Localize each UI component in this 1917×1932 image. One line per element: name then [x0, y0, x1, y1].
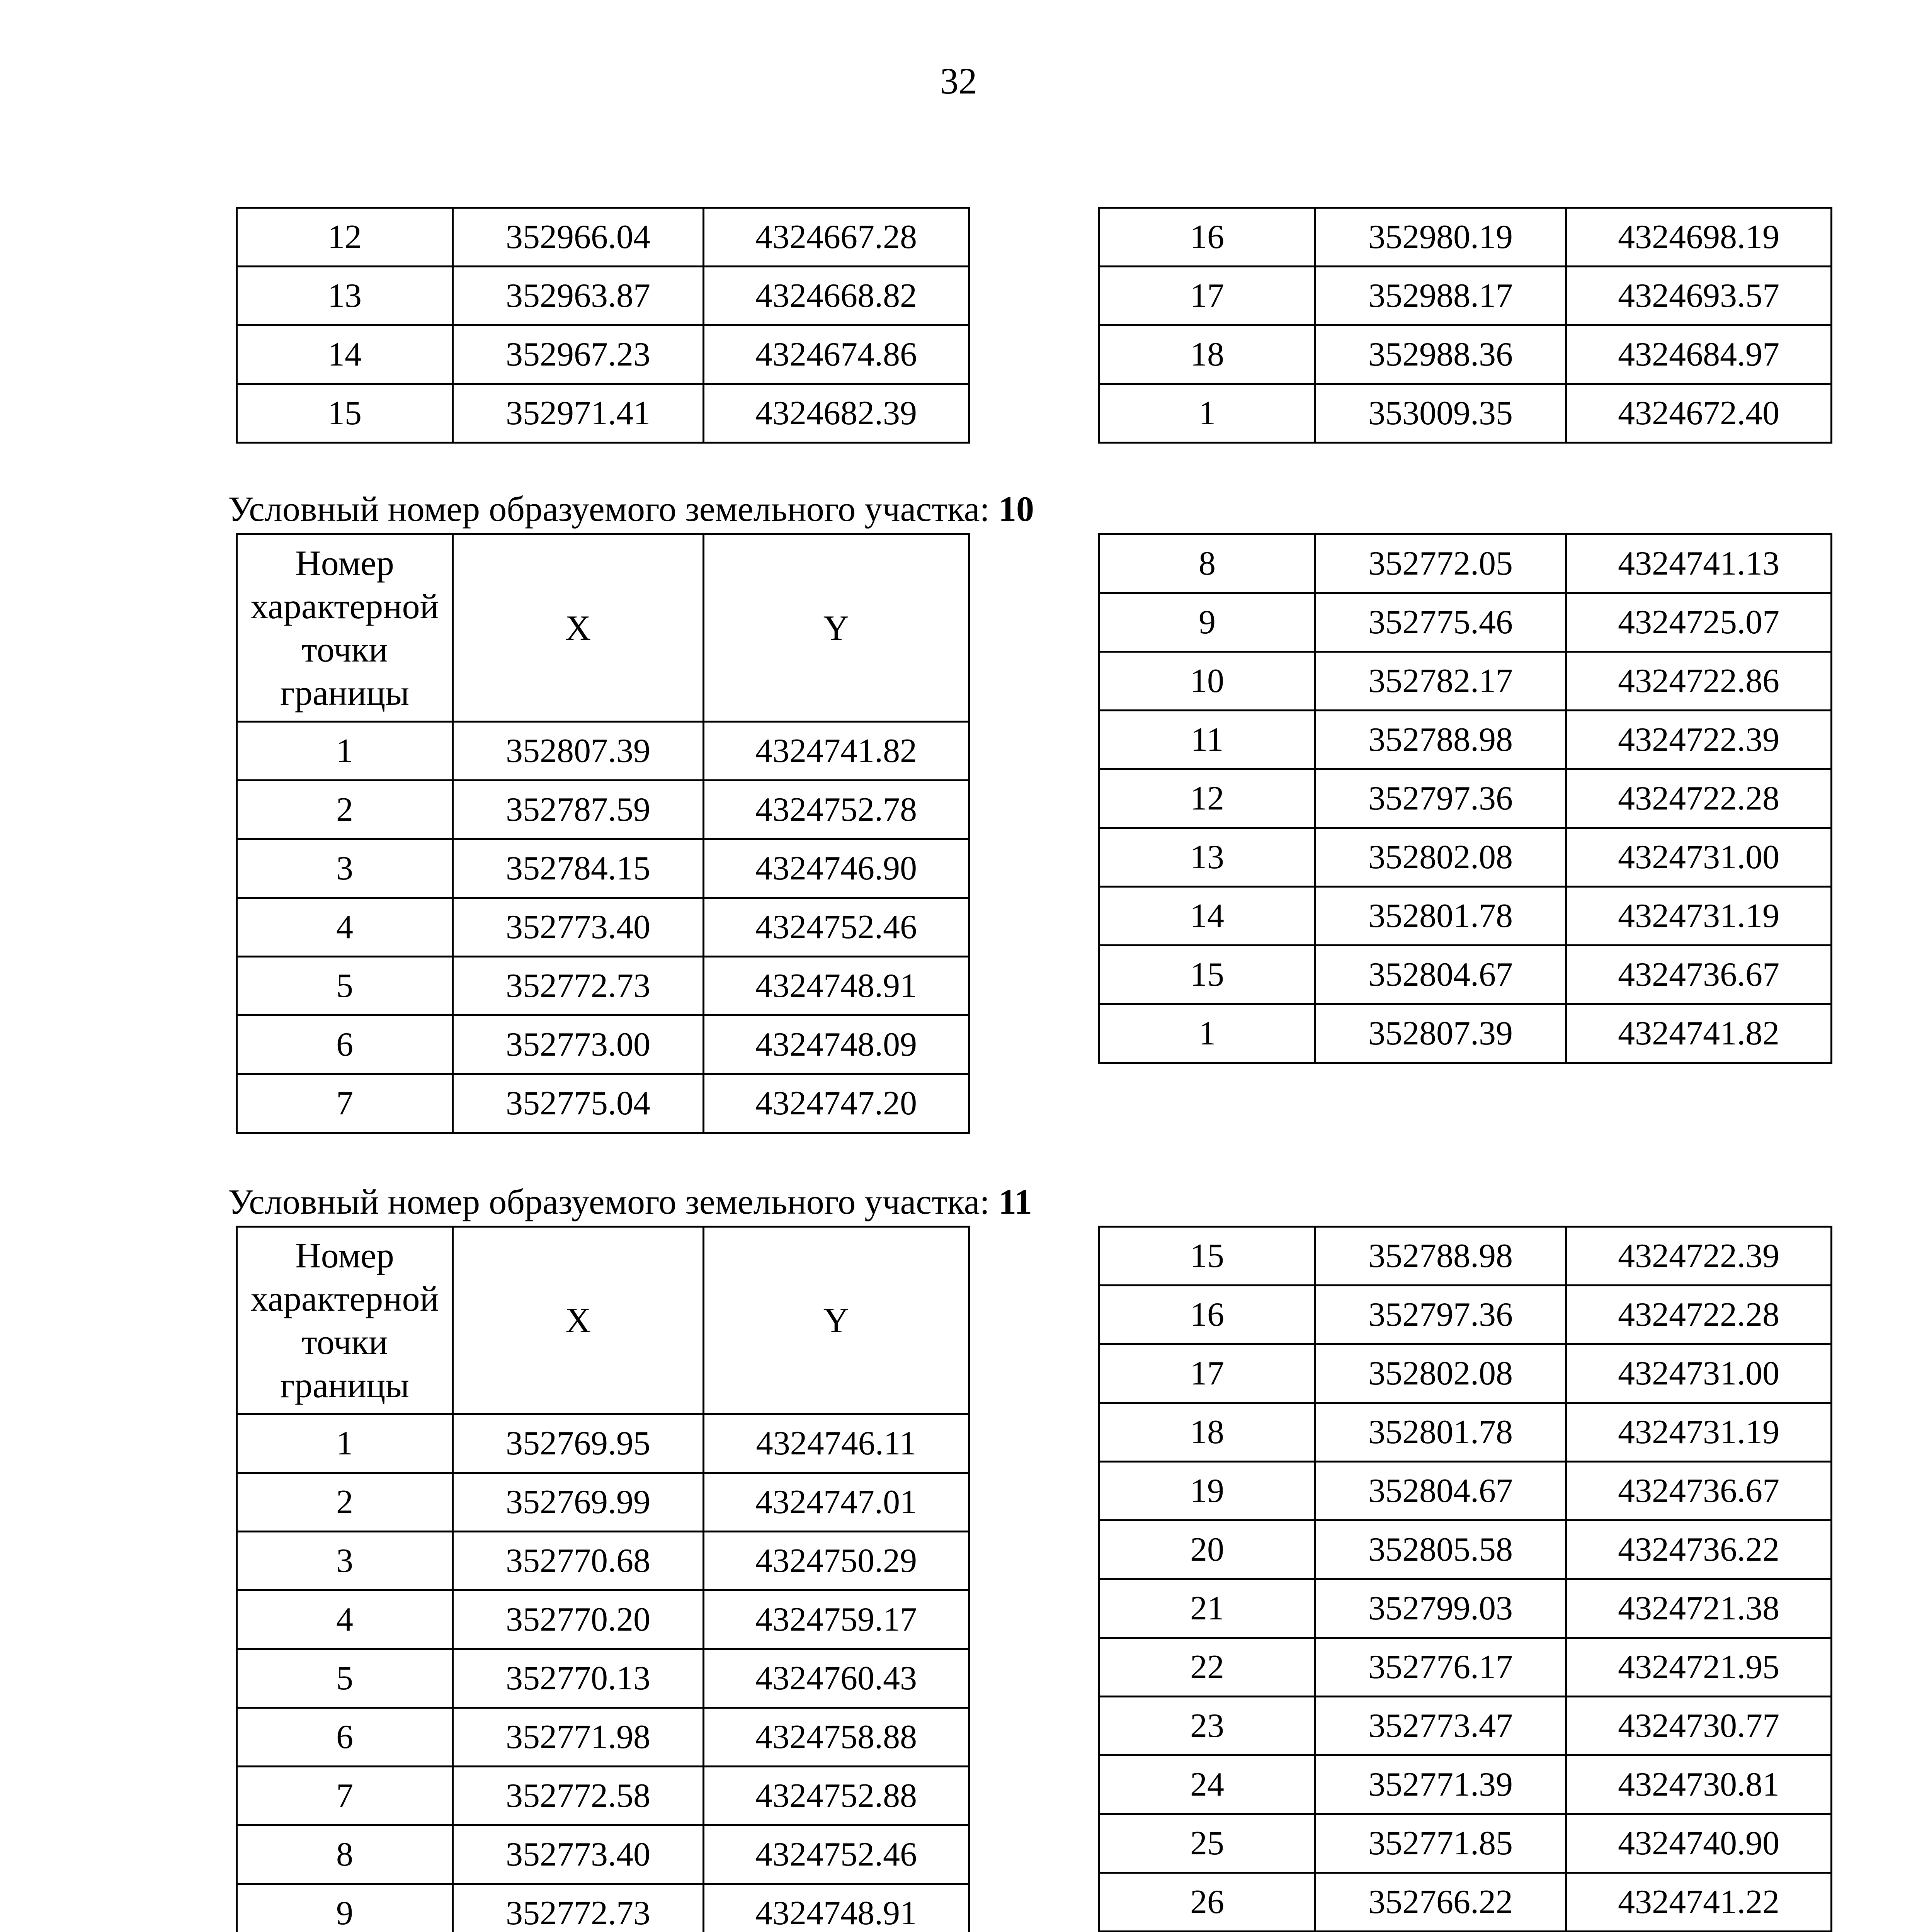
table-row — [237, 722, 969, 781]
x-coordinate-cell: 353009.35 — [1315, 384, 1566, 443]
table-row — [1099, 1873, 1832, 1932]
point-number-cell: 9 — [237, 1884, 453, 1932]
point-number-cell: 14 — [1099, 887, 1315, 946]
x-coordinate-cell: 352775.46 — [1315, 593, 1566, 652]
table-row — [237, 1825, 969, 1884]
x-coordinate-cell: 352797.36 — [1315, 1286, 1566, 1344]
table-row — [237, 781, 969, 839]
table-row — [237, 1590, 969, 1649]
table-row — [1099, 1462, 1832, 1520]
page-number: 32 — [940, 60, 977, 102]
x-coordinate-cell: 352784.15 — [453, 839, 704, 898]
x-coordinate-cell: 352769.95 — [453, 1414, 704, 1473]
table-row — [1099, 1286, 1832, 1344]
table-row — [1099, 828, 1832, 887]
table-row — [1099, 1697, 1832, 1755]
x-coordinate-cell: 352782.17 — [1315, 652, 1566, 711]
table-header-row — [237, 534, 969, 722]
table-row — [1099, 1814, 1832, 1873]
header-x: X — [453, 534, 704, 722]
y-coordinate-cell: 4324684.97 — [1566, 325, 1832, 384]
point-number-cell: 22 — [1099, 1638, 1315, 1697]
x-coordinate-cell: 352802.08 — [1315, 828, 1566, 887]
x-coordinate-cell: 352776.17 — [1315, 1638, 1566, 1697]
point-number-cell: 8 — [1099, 534, 1315, 593]
parcel-10-caption — [228, 488, 1233, 530]
x-coordinate-cell: 352771.98 — [453, 1708, 704, 1767]
x-coordinate-cell: 352799.03 — [1315, 1579, 1566, 1638]
y-coordinate-cell: 4324752.46 — [704, 898, 969, 957]
table-row — [1099, 1227, 1832, 1286]
point-number-cell: 1 — [1099, 1004, 1315, 1063]
y-coordinate-cell: 4324741.22 — [1566, 1873, 1832, 1932]
table-row — [1099, 652, 1832, 711]
point-number-cell: 25 — [1099, 1814, 1315, 1873]
point-number-cell: 8 — [237, 1825, 453, 1884]
parcel-11-table-left — [236, 1226, 970, 1932]
point-number-cell: 21 — [1099, 1579, 1315, 1638]
point-number-cell: 5 — [237, 957, 453, 1015]
y-coordinate-cell: 4324722.28 — [1566, 1286, 1832, 1344]
table-row — [237, 1767, 969, 1825]
y-coordinate-cell: 4324750.29 — [704, 1532, 969, 1590]
table-row — [237, 1708, 969, 1767]
y-coordinate-cell: 4324722.39 — [1566, 711, 1832, 769]
table-row — [237, 1473, 969, 1532]
x-coordinate-cell: 352775.04 — [453, 1074, 704, 1133]
x-coordinate-cell: 352770.68 — [453, 1532, 704, 1590]
parcel-10-table-left — [236, 533, 970, 1134]
table-row — [1099, 946, 1832, 1004]
y-coordinate-cell: 4324748.09 — [704, 1015, 969, 1074]
x-coordinate-cell: 352788.98 — [1315, 711, 1566, 769]
x-coordinate-cell: 352804.67 — [1315, 946, 1566, 1004]
point-number-cell: 4 — [237, 898, 453, 957]
point-number-cell: 7 — [237, 1074, 453, 1133]
point-number-cell: 15 — [1099, 1227, 1315, 1286]
parcel-caption-text: Условный номер образуемого земельного участка: — [228, 489, 999, 529]
point-number-cell: 24 — [1099, 1755, 1315, 1814]
y-coordinate-cell: 4324672.40 — [1566, 384, 1832, 443]
x-coordinate-cell: 352770.13 — [453, 1649, 704, 1708]
table-row — [237, 1884, 969, 1932]
table-header-row — [237, 1227, 969, 1414]
y-coordinate-cell: 4324760.43 — [704, 1649, 969, 1708]
point-number-cell: 9 — [1099, 593, 1315, 652]
y-coordinate-cell: 4324759.17 — [704, 1590, 969, 1649]
table-row — [1099, 384, 1832, 443]
point-number-cell: 5 — [237, 1649, 453, 1708]
point-number-cell: 13 — [1099, 828, 1315, 887]
point-number-cell: 12 — [1099, 769, 1315, 828]
continuation-table-left — [236, 207, 970, 444]
point-number-cell: 12 — [237, 208, 453, 267]
table-row — [1099, 1638, 1832, 1697]
point-number-cell: 6 — [237, 1015, 453, 1074]
header-point-number: Номер характерной точки границы — [237, 1227, 453, 1414]
header-y: Y — [704, 534, 969, 722]
point-number-cell: 6 — [237, 1708, 453, 1767]
point-number-cell: 14 — [237, 325, 453, 384]
y-coordinate-cell: 4324747.01 — [704, 1473, 969, 1532]
y-coordinate-cell: 4324731.00 — [1566, 828, 1832, 887]
parcel-number: 10 — [998, 489, 1034, 529]
y-coordinate-cell: 4324736.67 — [1566, 1462, 1832, 1520]
point-number-cell: 4 — [237, 1590, 453, 1649]
point-number-cell: 17 — [1099, 1344, 1315, 1403]
table-row — [237, 1015, 969, 1074]
y-coordinate-cell: 4324722.28 — [1566, 769, 1832, 828]
point-number-cell: 19 — [1099, 1462, 1315, 1520]
y-coordinate-cell: 4324741.13 — [1566, 534, 1832, 593]
y-coordinate-cell: 4324746.90 — [704, 839, 969, 898]
table-row — [1099, 1403, 1832, 1462]
x-coordinate-cell: 352773.00 — [453, 1015, 704, 1074]
continuation-table-right — [1098, 207, 1832, 444]
x-coordinate-cell: 352804.67 — [1315, 1462, 1566, 1520]
y-coordinate-cell: 4324758.88 — [704, 1708, 969, 1767]
x-coordinate-cell: 352772.73 — [453, 957, 704, 1015]
point-number-cell: 1 — [237, 1414, 453, 1473]
y-coordinate-cell: 4324748.91 — [704, 1884, 969, 1932]
y-coordinate-cell: 4324721.95 — [1566, 1638, 1832, 1697]
table-row — [1099, 1579, 1832, 1638]
x-coordinate-cell: 352773.47 — [1315, 1697, 1566, 1755]
table-row — [1099, 1004, 1832, 1063]
x-coordinate-cell: 352805.58 — [1315, 1520, 1566, 1579]
table-row — [1099, 887, 1832, 946]
table-row — [1099, 593, 1832, 652]
y-coordinate-cell: 4324752.78 — [704, 781, 969, 839]
table-row — [237, 384, 969, 443]
x-coordinate-cell: 352802.08 — [1315, 1344, 1566, 1403]
y-coordinate-cell: 4324698.19 — [1566, 208, 1832, 267]
table-row — [237, 898, 969, 957]
y-coordinate-cell: 4324725.07 — [1566, 593, 1832, 652]
x-coordinate-cell: 352787.59 — [453, 781, 704, 839]
x-coordinate-cell: 352801.78 — [1315, 887, 1566, 946]
x-coordinate-cell: 352773.40 — [453, 1825, 704, 1884]
parcel-11-caption — [228, 1180, 1233, 1223]
y-coordinate-cell: 4324668.82 — [704, 267, 969, 325]
x-coordinate-cell: 352772.05 — [1315, 534, 1566, 593]
point-number-cell: 1 — [1099, 384, 1315, 443]
point-number-cell: 3 — [237, 839, 453, 898]
point-number-cell: 2 — [237, 1473, 453, 1532]
point-number-cell: 13 — [237, 267, 453, 325]
y-coordinate-cell: 4324736.67 — [1566, 946, 1832, 1004]
parcel-caption-text: Условный номер образуемого земельного участка: — [228, 1182, 999, 1221]
x-coordinate-cell: 352966.04 — [453, 208, 704, 267]
y-coordinate-cell: 4324741.82 — [1566, 1004, 1832, 1063]
y-coordinate-cell: 4324722.39 — [1566, 1227, 1832, 1286]
y-coordinate-cell: 4324731.19 — [1566, 887, 1832, 946]
x-coordinate-cell: 352797.36 — [1315, 769, 1566, 828]
table-row — [237, 1074, 969, 1133]
parcel-10-table-right — [1098, 533, 1832, 1064]
y-coordinate-cell: 4324752.88 — [704, 1767, 969, 1825]
x-coordinate-cell: 352963.87 — [453, 267, 704, 325]
table-row — [237, 267, 969, 325]
table-row — [1099, 711, 1832, 769]
x-coordinate-cell: 352807.39 — [1315, 1004, 1566, 1063]
point-number-cell: 26 — [1099, 1873, 1315, 1932]
point-number-cell: 15 — [1099, 946, 1315, 1004]
parcel-number: 11 — [998, 1182, 1032, 1221]
table-row — [1099, 534, 1832, 593]
table-row — [1099, 769, 1832, 828]
y-coordinate-cell: 4324674.86 — [704, 325, 969, 384]
x-coordinate-cell: 352772.58 — [453, 1767, 704, 1825]
table-row — [1099, 267, 1832, 325]
y-coordinate-cell: 4324747.20 — [704, 1074, 969, 1133]
table-row — [237, 1414, 969, 1473]
point-number-cell: 16 — [1099, 1286, 1315, 1344]
y-coordinate-cell: 4324746.11 — [704, 1414, 969, 1473]
x-coordinate-cell: 352801.78 — [1315, 1403, 1566, 1462]
y-coordinate-cell: 4324721.38 — [1566, 1579, 1832, 1638]
y-coordinate-cell: 4324752.46 — [704, 1825, 969, 1884]
y-coordinate-cell: 4324731.19 — [1566, 1403, 1832, 1462]
point-number-cell: 15 — [237, 384, 453, 443]
x-coordinate-cell: 352807.39 — [453, 722, 704, 781]
x-coordinate-cell: 352773.40 — [453, 898, 704, 957]
table-row — [1099, 1520, 1832, 1579]
table-row — [237, 325, 969, 384]
x-coordinate-cell: 352788.98 — [1315, 1227, 1566, 1286]
point-number-cell: 17 — [1099, 267, 1315, 325]
x-coordinate-cell: 352967.23 — [453, 325, 704, 384]
y-coordinate-cell: 4324722.86 — [1566, 652, 1832, 711]
point-number-cell: 11 — [1099, 711, 1315, 769]
table-row — [1099, 1344, 1832, 1403]
y-coordinate-cell: 4324667.28 — [704, 208, 969, 267]
x-coordinate-cell: 352771.85 — [1315, 1814, 1566, 1873]
table-row — [1099, 325, 1832, 384]
y-coordinate-cell: 4324730.81 — [1566, 1755, 1832, 1814]
table-row — [237, 1649, 969, 1708]
table-row — [237, 208, 969, 267]
x-coordinate-cell: 352980.19 — [1315, 208, 1566, 267]
x-coordinate-cell: 352766.22 — [1315, 1873, 1566, 1932]
point-number-cell: 7 — [237, 1767, 453, 1825]
point-number-cell: 23 — [1099, 1697, 1315, 1755]
table-row — [1099, 208, 1832, 267]
x-coordinate-cell: 352770.20 — [453, 1590, 704, 1649]
point-number-cell: 10 — [1099, 652, 1315, 711]
header-x: X — [453, 1227, 704, 1414]
y-coordinate-cell: 4324740.90 — [1566, 1814, 1832, 1873]
x-coordinate-cell: 352971.41 — [453, 384, 704, 443]
point-number-cell: 1 — [237, 722, 453, 781]
y-coordinate-cell: 4324693.57 — [1566, 267, 1832, 325]
point-number-cell: 2 — [237, 781, 453, 839]
point-number-cell: 20 — [1099, 1520, 1315, 1579]
point-number-cell: 18 — [1099, 1403, 1315, 1462]
table-row — [237, 1532, 969, 1590]
x-coordinate-cell: 352769.99 — [453, 1473, 704, 1532]
table-row — [237, 839, 969, 898]
header-y: Y — [704, 1227, 969, 1414]
y-coordinate-cell: 4324731.00 — [1566, 1344, 1832, 1403]
y-coordinate-cell: 4324736.22 — [1566, 1520, 1832, 1579]
y-coordinate-cell: 4324741.82 — [704, 722, 969, 781]
y-coordinate-cell: 4324730.77 — [1566, 1697, 1832, 1755]
x-coordinate-cell: 352771.39 — [1315, 1755, 1566, 1814]
x-coordinate-cell: 352988.17 — [1315, 267, 1566, 325]
point-number-cell: 3 — [237, 1532, 453, 1590]
x-coordinate-cell: 352772.73 — [453, 1884, 704, 1932]
y-coordinate-cell: 4324682.39 — [704, 384, 969, 443]
parcel-11-table-right — [1098, 1226, 1832, 1932]
table-row — [237, 957, 969, 1015]
table-row — [1099, 1755, 1832, 1814]
x-coordinate-cell: 352988.36 — [1315, 325, 1566, 384]
header-point-number: Номер характерной точки границы — [237, 534, 453, 722]
y-coordinate-cell: 4324748.91 — [704, 957, 969, 1015]
point-number-cell: 18 — [1099, 325, 1315, 384]
point-number-cell: 16 — [1099, 208, 1315, 267]
